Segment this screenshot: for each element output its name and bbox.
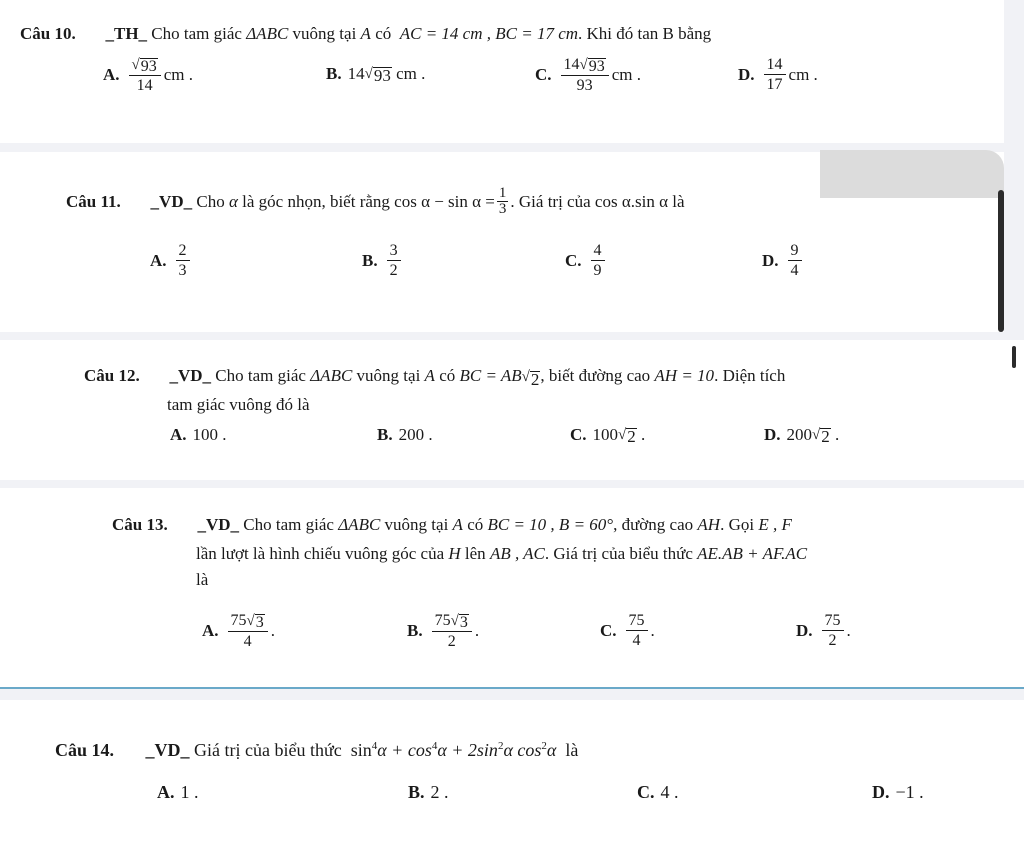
stem-text: là: [672, 191, 685, 211]
sqrt: √ 2: [521, 369, 540, 389]
divider-line: [0, 687, 1024, 689]
math-triangle: ΔABC: [246, 24, 289, 43]
level-tag: _VD_: [145, 740, 190, 760]
question-number: Câu 14.: [55, 740, 115, 760]
math-var: AB , AC: [489, 544, 545, 563]
answer-option-c[interactable]: [535, 56, 641, 94]
fraction: $\frac{3}{2}$: [387, 242, 401, 279]
answer-option-c[interactable]: C. 100 √ 2 .: [570, 425, 646, 446]
answer-option-d[interactable]: [738, 56, 818, 93]
option-label: B.: [407, 621, 423, 640]
option-value: 1 .: [180, 782, 199, 802]
question-card-12: [0, 340, 1024, 480]
question-number: Câu 13.: [112, 515, 168, 534]
answer-option-b[interactable]: [326, 64, 425, 84]
scrollbar-thumb[interactable]: [998, 190, 1004, 332]
stem-text: Cho tam giác: [151, 24, 242, 43]
sqrt: √ 2: [812, 426, 830, 446]
math-condition: BC = AB: [459, 366, 522, 385]
option-value: 200 .: [398, 425, 433, 444]
option-value: 4 .: [660, 782, 679, 802]
question-13-stem-line2: [196, 544, 807, 564]
stem-text: . Diện tích: [714, 366, 786, 385]
answer-option-b[interactable]: [408, 782, 449, 803]
answer-option-b[interactable]: B. 75 √ 3 2 .: [407, 612, 480, 650]
option-value: 100: [592, 425, 619, 444]
option-label: D.: [764, 425, 781, 444]
option-label: C.: [565, 250, 582, 270]
answer-option-c[interactable]: [565, 242, 608, 279]
answer-option-a[interactable]: [157, 782, 199, 803]
stem-text: vuông tại: [356, 366, 421, 385]
stem-text: là: [565, 740, 579, 760]
fraction: $\frac{2}{3}$: [176, 242, 190, 279]
math-triangle: ΔABC: [310, 366, 353, 385]
answer-option-a[interactable]: [150, 242, 193, 279]
question-card-14: [0, 700, 1024, 847]
stem-text: Giá trị của biểu thức: [194, 740, 342, 760]
math-expr: cos α.sin α: [594, 191, 668, 211]
math-var: AH: [697, 515, 721, 534]
question-10-stem: [20, 24, 711, 44]
stem-text: Cho tam giác: [243, 515, 334, 534]
answer-option-a[interactable]: [103, 56, 193, 94]
option-label: A.: [150, 250, 167, 270]
level-tag: _TH_: [105, 24, 148, 43]
fraction: $\frac{75}{4}$: [626, 612, 648, 649]
option-label: C.: [535, 65, 552, 84]
fraction: 14 √ 93 93: [561, 56, 609, 94]
answer-option-b[interactable]: [377, 425, 433, 445]
math-expr: $\sin^4\alpha + \cos^4\alpha + 2\sin^2\alpha$ $\cos^2\alpha$: [350, 740, 557, 760]
stem-text: Cho: [196, 191, 225, 211]
option-label: D.: [762, 250, 779, 270]
scrollbar-marker: [1012, 346, 1016, 368]
option-label: C.: [600, 620, 617, 640]
stem-text: là góc nhọn, biết rằng: [242, 191, 390, 211]
option-label: A.: [202, 621, 219, 640]
option-unit: cm .: [396, 64, 426, 83]
math-expr: tan B: [637, 24, 674, 43]
stem-text: , đường cao: [613, 515, 694, 534]
answer-option-d[interactable]: D. $\frac{75}{2}$ .: [796, 612, 851, 649]
answer-option-a[interactable]: [170, 425, 227, 445]
level-tag: _VD_: [150, 191, 193, 211]
answer-option-d[interactable]: [872, 782, 924, 803]
math-var: A: [452, 515, 463, 534]
option-value: −1 .: [895, 782, 924, 802]
option-value: 200: [786, 425, 813, 444]
stem-text: . Gọi: [720, 515, 755, 534]
math-triangle: ΔABC: [338, 515, 381, 534]
stem-text: . Giá trị của: [510, 191, 591, 211]
math-var: A: [360, 24, 371, 43]
option-label: B.: [326, 64, 342, 83]
option-value: 14: [347, 64, 365, 83]
option-label: C.: [637, 782, 655, 802]
question-13-stem-line3: là: [196, 570, 209, 589]
math-var: A: [424, 366, 435, 385]
question-12-stem: [84, 366, 785, 387]
question-number: Câu 10.: [20, 24, 76, 43]
stem-text: . Giá trị của biểu thức: [544, 544, 693, 563]
fraction: 75 √ 3 2: [432, 612, 472, 650]
stem-text: có: [467, 515, 484, 534]
fraction: $\frac{1}{3}$: [498, 185, 507, 217]
math-expr: cos α − sin α =: [394, 191, 495, 211]
math-condition: AC = 14 cm , BC = 17 cm: [399, 24, 579, 43]
answer-option-d[interactable]: D. 200 √ 2 .: [764, 425, 840, 446]
option-label: B.: [362, 250, 378, 270]
stem-text: . Khi đó: [578, 24, 634, 43]
math-var: E , F: [758, 515, 792, 534]
option-unit: cm .: [611, 65, 642, 84]
option-label: D.: [796, 620, 813, 640]
math-var: α: [228, 191, 238, 211]
fraction: $\frac{14}{17}$: [764, 56, 786, 93]
stem-text: vuông tại: [384, 515, 449, 534]
sqrt: √ 2: [618, 426, 636, 446]
stem-text: vuông tại: [292, 24, 357, 43]
rounded-panel-edge: [820, 150, 1004, 198]
option-label: D.: [738, 64, 755, 84]
math-condition: BC = 10 , B = 60°: [487, 515, 614, 534]
stem-text: , biết đường cao: [540, 366, 651, 385]
answer-option-b[interactable]: [362, 242, 404, 279]
stem-text: bằng: [678, 24, 712, 43]
fraction: $\frac{75}{2}$: [822, 612, 844, 649]
fraction: $\frac{4}{9}$: [591, 242, 605, 279]
stem-text: lên: [464, 544, 486, 563]
stem-text: lần lượt là hình chiếu vuông góc của: [196, 544, 445, 563]
question-14-stem: [55, 736, 578, 760]
question-11-stem: [66, 186, 685, 217]
fraction: √ 93 14: [129, 56, 161, 94]
question-number: Câu 11.: [66, 191, 121, 211]
question-12-stem-line2: tam giác vuông đó là: [167, 395, 310, 414]
math-condition: AH = 10: [654, 366, 715, 385]
fraction: $\frac{9}{4}$: [788, 242, 802, 279]
level-tag: _VD_: [169, 366, 212, 385]
option-label: B.: [377, 425, 393, 444]
answer-option-c[interactable]: [637, 782, 679, 803]
option-label: C.: [570, 425, 587, 444]
option-label: B.: [408, 782, 425, 802]
math-expr: AE.AB + AF.AC: [697, 544, 808, 563]
math-var: H: [448, 544, 461, 563]
option-value: 100 .: [192, 425, 227, 444]
answer-option-c[interactable]: C. $\frac{75}{4}$ .: [600, 612, 655, 649]
option-label: A.: [103, 65, 120, 84]
option-label: A.: [157, 782, 175, 802]
question-number: Câu 12.: [84, 366, 140, 385]
stem-text: Cho tam giác: [215, 366, 306, 385]
stem-text: có: [439, 366, 456, 385]
sqrt: √ 93: [364, 65, 391, 85]
answer-option-a[interactable]: A. 75 √ 3 4 .: [202, 612, 276, 650]
option-unit: cm .: [163, 65, 194, 84]
question-13-stem: [112, 515, 792, 535]
option-label: A.: [170, 425, 187, 444]
stem-text: có: [375, 24, 392, 43]
option-value: 2 .: [430, 782, 449, 802]
option-unit: cm .: [788, 64, 818, 84]
answer-option-d[interactable]: [762, 242, 805, 279]
fraction: 75 √ 3 4: [228, 612, 268, 650]
option-label: D.: [872, 782, 890, 802]
level-tag: _VD_: [197, 515, 240, 534]
